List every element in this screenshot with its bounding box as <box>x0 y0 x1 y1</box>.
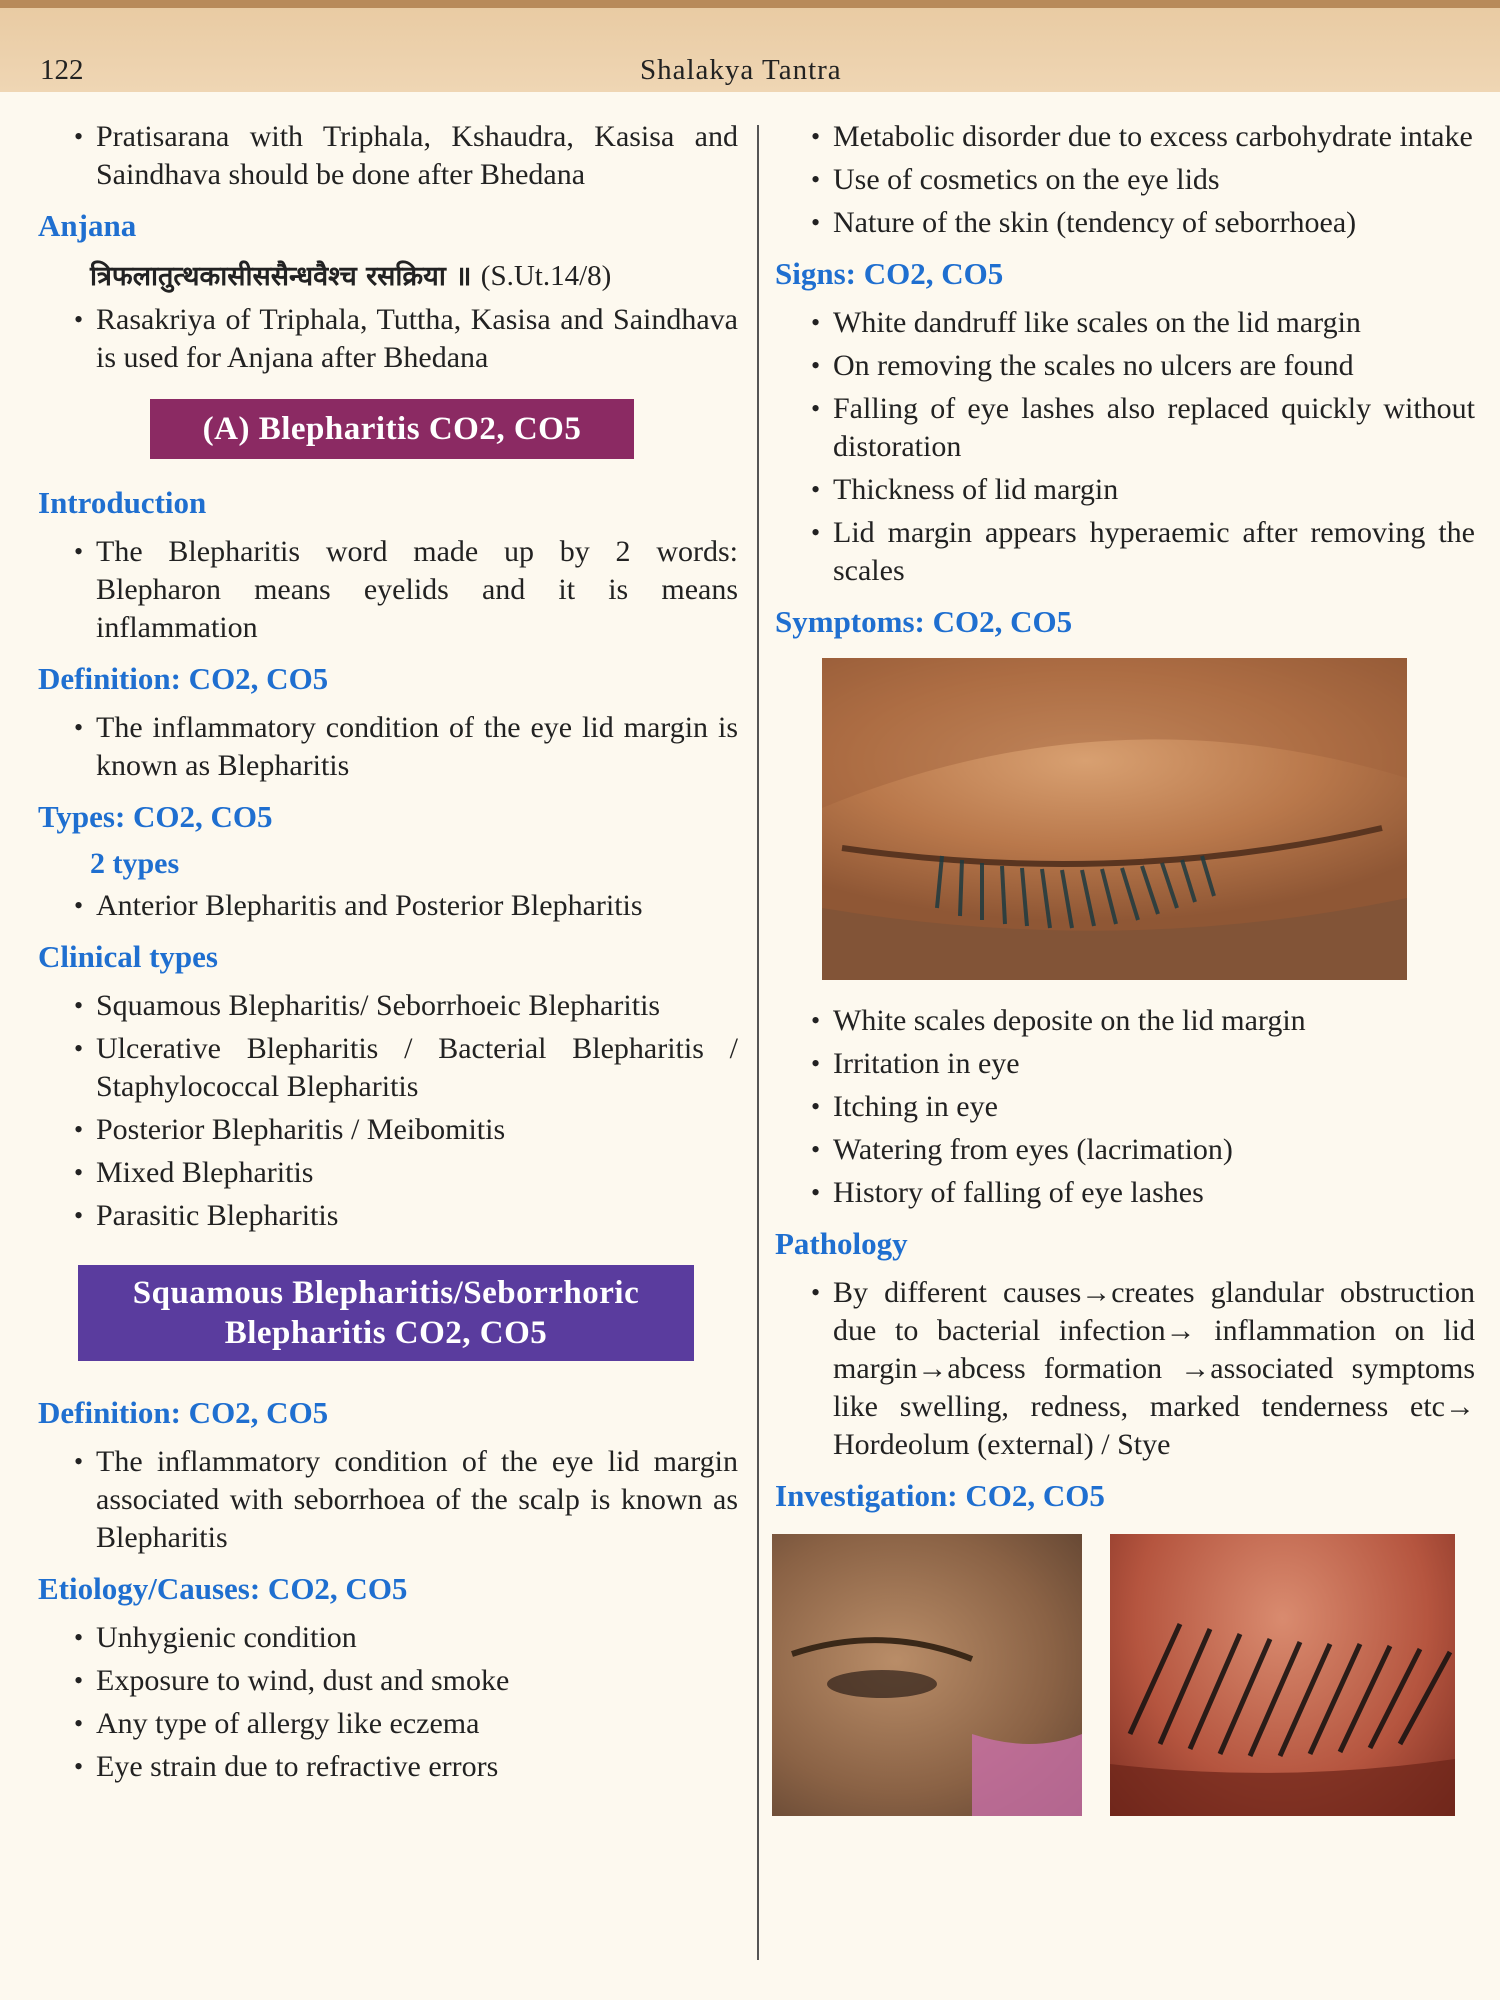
face-illustration <box>772 1534 1082 1816</box>
sanskrit-verse <box>90 256 738 293</box>
list-item: • Squamous Blepharitis/ Seborrhoeic Blepharitis <box>96 987 738 1025</box>
banner-line: Blepharitis CO2, CO5 <box>224 1315 548 1351</box>
blepharitis-banner: (A) Blepharitis CO2, CO5 <box>150 399 634 459</box>
list-item: • Parasitic Blepharitis <box>96 1197 738 1235</box>
definition2-heading: Definition: CO2, CO5 <box>38 1395 329 1430</box>
eyelash-closeup-photo <box>1110 1534 1455 1816</box>
list-item: • Metabolic disorder due to excess carbohydrate intake <box>833 118 1475 156</box>
list-item: • Any type of allergy like eczema <box>96 1705 738 1743</box>
list-item: • By different causes→creates glandular obstruction due to bacterial infection→ inflammation on lid margin→abcess formation →associated symptoms like swelling, redness, marked tenderness etc→ Hordeolum (external) / Stye <box>833 1274 1475 1464</box>
types-list <box>38 887 738 925</box>
etiology-heading: Etiology/Causes: CO2, CO5 <box>38 1571 408 1606</box>
eyelash-illustration <box>1110 1534 1455 1816</box>
column-divider <box>757 125 759 1960</box>
types-subheading: 2 types <box>90 847 180 880</box>
list-item: • The Blepharitis word made up by 2 words: Blepharon means eyelids and it is means inflammation <box>96 533 738 647</box>
running-title: Shalakya Tantra <box>640 54 842 86</box>
investigation-heading: Investigation: CO2, CO5 <box>775 1478 1105 1513</box>
list-item: • White dandruff like scales on the lid margin <box>833 304 1475 342</box>
page-number: 122 <box>40 54 84 86</box>
list-item: • The inflammatory condition of the eye lid margin is known as Blepharitis <box>96 709 738 785</box>
signs-list <box>775 304 1475 590</box>
eyelid-illustration <box>822 658 1407 980</box>
introduction-list <box>38 533 738 647</box>
list-item: • White scales deposite on the lid margin <box>833 1002 1475 1040</box>
etiology-continued-list <box>775 118 1475 242</box>
list-item: • The inflammatory condition of the eye lid margin associated with seborrhoea of the scalp is known as Blepharitis <box>96 1443 738 1557</box>
pathology-list <box>775 1274 1475 1464</box>
list-item: • Anterior Blepharitis and Posterior Blepharitis <box>96 887 738 925</box>
banner-line: Squamous Blepharitis/Seborrhoric <box>132 1275 640 1311</box>
symptoms-heading: Symptoms: CO2, CO5 <box>775 604 1073 639</box>
page-header <box>0 0 1500 92</box>
list-item: • Eye strain due to refractive errors <box>96 1748 738 1786</box>
definition-heading: Definition: CO2, CO5 <box>38 661 329 696</box>
list-item: • On removing the scales no ulcers are found <box>833 347 1475 385</box>
investigation-photos <box>772 1534 1475 1816</box>
list-item: • Pratisarana with Triphala, Kshaudra, Kasisa and Saindhava should be done after Bhedana <box>96 118 738 194</box>
list-item: • Posterior Blepharitis / Meibomitis <box>96 1111 738 1149</box>
list-item: • Nature of the skin (tendency of seborrhoea) <box>833 204 1475 242</box>
verse-reference: (S.Ut.14/8) <box>480 260 612 292</box>
clinical-types-heading: Clinical types <box>38 939 218 974</box>
closed-eye-photo <box>822 658 1407 980</box>
list-item: • Unhygienic condition <box>96 1619 738 1657</box>
squamous-blepharitis-banner <box>78 1265 694 1361</box>
pathology-heading: Pathology <box>775 1226 908 1261</box>
anjana-bullet-list <box>38 301 738 377</box>
left-column <box>38 118 738 1794</box>
child-face-photo <box>772 1534 1082 1816</box>
clinical-types-list <box>38 987 738 1235</box>
types-heading: Types: CO2, CO5 <box>38 799 273 834</box>
signs-heading: Signs: CO2, CO5 <box>775 256 1004 291</box>
list-item: • Exposure to wind, dust and smoke <box>96 1662 738 1700</box>
list-item: • Mixed Blepharitis <box>96 1154 738 1192</box>
anjana-heading: Anjana <box>38 208 137 243</box>
list-item: • Lid margin appears hyperaemic after removing the scales <box>833 514 1475 590</box>
list-item: • Watering from eyes (lacrimation) <box>833 1131 1475 1169</box>
list-item: • Rasakriya of Triphala, Tuttha, Kasisa and Saindhava is used for Anjana after Bhedana <box>96 301 738 377</box>
introduction-heading: Introduction <box>38 485 207 520</box>
intro-bullet-list <box>38 118 738 194</box>
list-item: • Itching in eye <box>833 1088 1475 1126</box>
right-column <box>775 118 1475 1816</box>
sanskrit-text: त्रिफलातुत्थकासीससैन्धवैश्च रसक्रिया ॥ <box>90 261 472 292</box>
definition-list <box>38 709 738 785</box>
list-item: • Use of cosmetics on the eye lids <box>833 161 1475 199</box>
definition2-list <box>38 1443 738 1557</box>
etiology-list <box>38 1619 738 1786</box>
symptoms-list <box>775 1002 1475 1212</box>
list-item: • Thickness of lid margin <box>833 471 1475 509</box>
list-item: • Falling of eye lashes also replaced quickly without distoration <box>833 390 1475 466</box>
list-item: • Ulcerative Blepharitis / Bacterial Blepharitis / Staphylococcal Blepharitis <box>96 1030 738 1106</box>
list-item: • History of falling of eye lashes <box>833 1174 1475 1212</box>
list-item: • Irritation in eye <box>833 1045 1475 1083</box>
